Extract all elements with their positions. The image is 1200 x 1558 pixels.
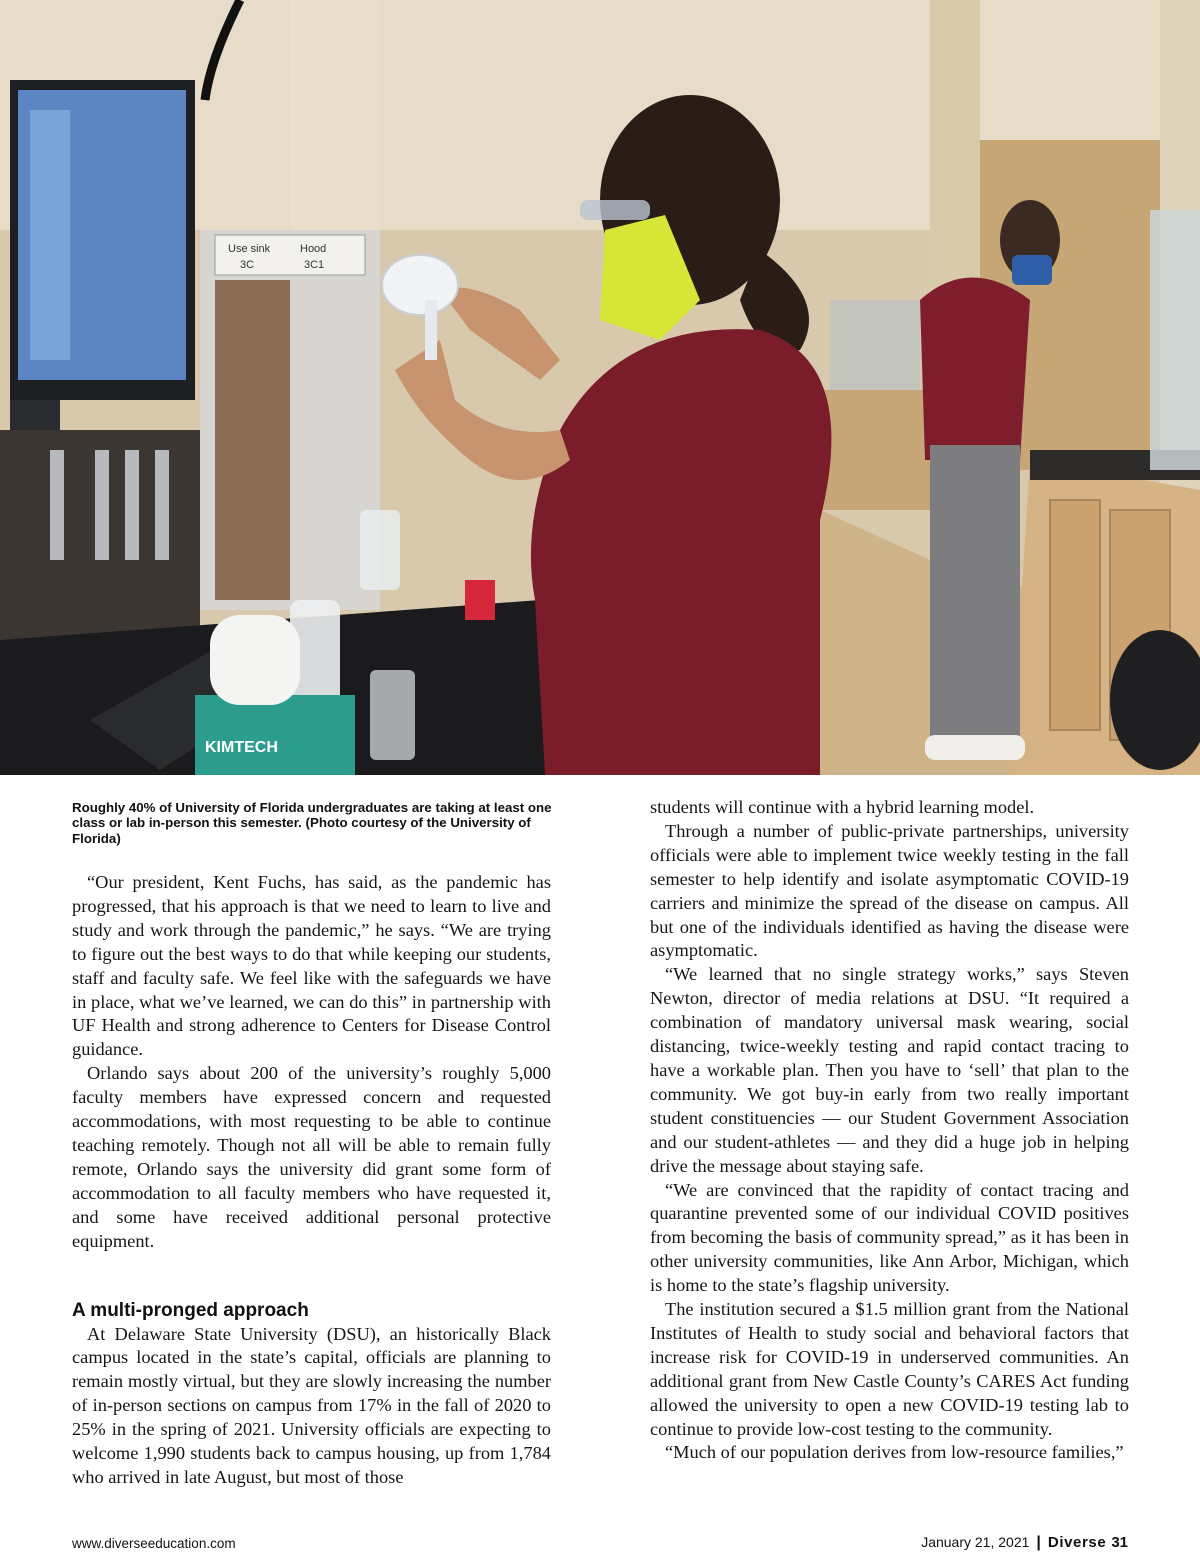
photo-caption: Roughly 40% of University of Florida undergraduates are taking at least one class or lab in-person this semester. (Photo courtesy of the University of Florida) (72, 800, 552, 846)
footer-url: www.diverseeducation.com (72, 1536, 236, 1551)
tissue-box-brand: KIMTECH (205, 739, 278, 756)
paragraph: At Delaware State University (DSU), an historically Black campus located in the state’s capital, officials are planning to remain mostly virtual, but they are slowly increasing the number of in-person sections on campus from 17% in the fall of 2020 to 25% in the spring of 2021. University officials are expecting to welcome 1,990 students back to campus housing, up from 1,784 who arrived in late August, but most of those (72, 1323, 551, 1487)
right-column (650, 796, 1129, 1465)
magazine-name: Diverse (1047, 1534, 1107, 1551)
paragraph: “We are convinced that the rapidity of contact tracing and quarantine prevented some of our individual COVID positives from becoming the basis of community spread,” as it has been in other university communities, like Ann Arbor, Michigan, which is home to the state’s flagship university. (650, 1179, 1129, 1296)
paragraph: “We learned that no single strategy works,” says Steven Newton, director of media relations at DSU. “It required a combination of mandatory universal mask wearing, social distancing, twice-weekly testing and rapid contact tracing to have a workable plan. Then you have to ‘sell’ that plan to the community. We got buy-in early from two really important student constituencies — our Student Government Association and our student-athletes — and they did a huge job in helping drive the message about staying safe. (650, 964, 1129, 1176)
hood-sign-label: Hood (300, 243, 327, 255)
lab-photo (0, 0, 1200, 775)
issue-date: January 21, 2021 (921, 1534, 1030, 1550)
paragraph: The institution secured a $1.5 million grant from the National Institutes of Health to study social and behavioral factors that increase risk for COVID-19 in underserved communities. An additional grant from New Castle County’s CARES Act funding allowed the university to open a new COVID-19 testing lab to continue to provide low-cost testing to the community. (650, 1299, 1129, 1439)
paragraph: “Much of our population derives from low-resource families,” (665, 1442, 1124, 1463)
paragraph-continuation: students will continue with a hybrid learning model. (650, 797, 1035, 817)
footer-separator: | (1036, 1534, 1041, 1551)
sink-sign-label: Use sink (228, 243, 271, 255)
paragraph: Through a number of public-private partnerships, university officials were able to implement twice weekly testing in the fall semester to help identify and isolate asymptomatic COVID-19 carriers and minimize the spread of the disease on campus. All but one of the individuals identified as having the disease were asymptomatic. (650, 820, 1129, 961)
paragraph: “Our president, Kent Fuchs, has said, as the pandemic has progressed, that his approach is that we need to learn to live and study and work through the pandemic,” he says. “We are trying to figure out the best ways to do that while keeping our students, staff and faculty safe. We feel like with the safeguards we have in place, what we’ve learned, we can do this” in partnership with UF Health and strong adherence to Centers for Disease Control guidance. (72, 872, 551, 1060)
left-column (72, 871, 551, 1490)
paragraph: Orlando says about 200 of the university’s roughly 5,000 faculty members have expressed concern and requested accommodations, with most requesting to be able to continue teaching remotely. Though not all will be able to remain fully remote, Orlando says the university did grant some form of accommodation to all faculty members who have requested it, and some have received additional personal protective equipment. (72, 1063, 551, 1251)
section-heading: A multi-pronged approach (72, 1299, 309, 1321)
footer-folio (921, 1534, 1128, 1552)
sink-sign-code: 3C (240, 259, 255, 271)
lab-photo-illustration (0, 0, 1200, 775)
hood-sign-code: 3C1 (304, 259, 325, 271)
page-number: 31 (1111, 1534, 1128, 1551)
